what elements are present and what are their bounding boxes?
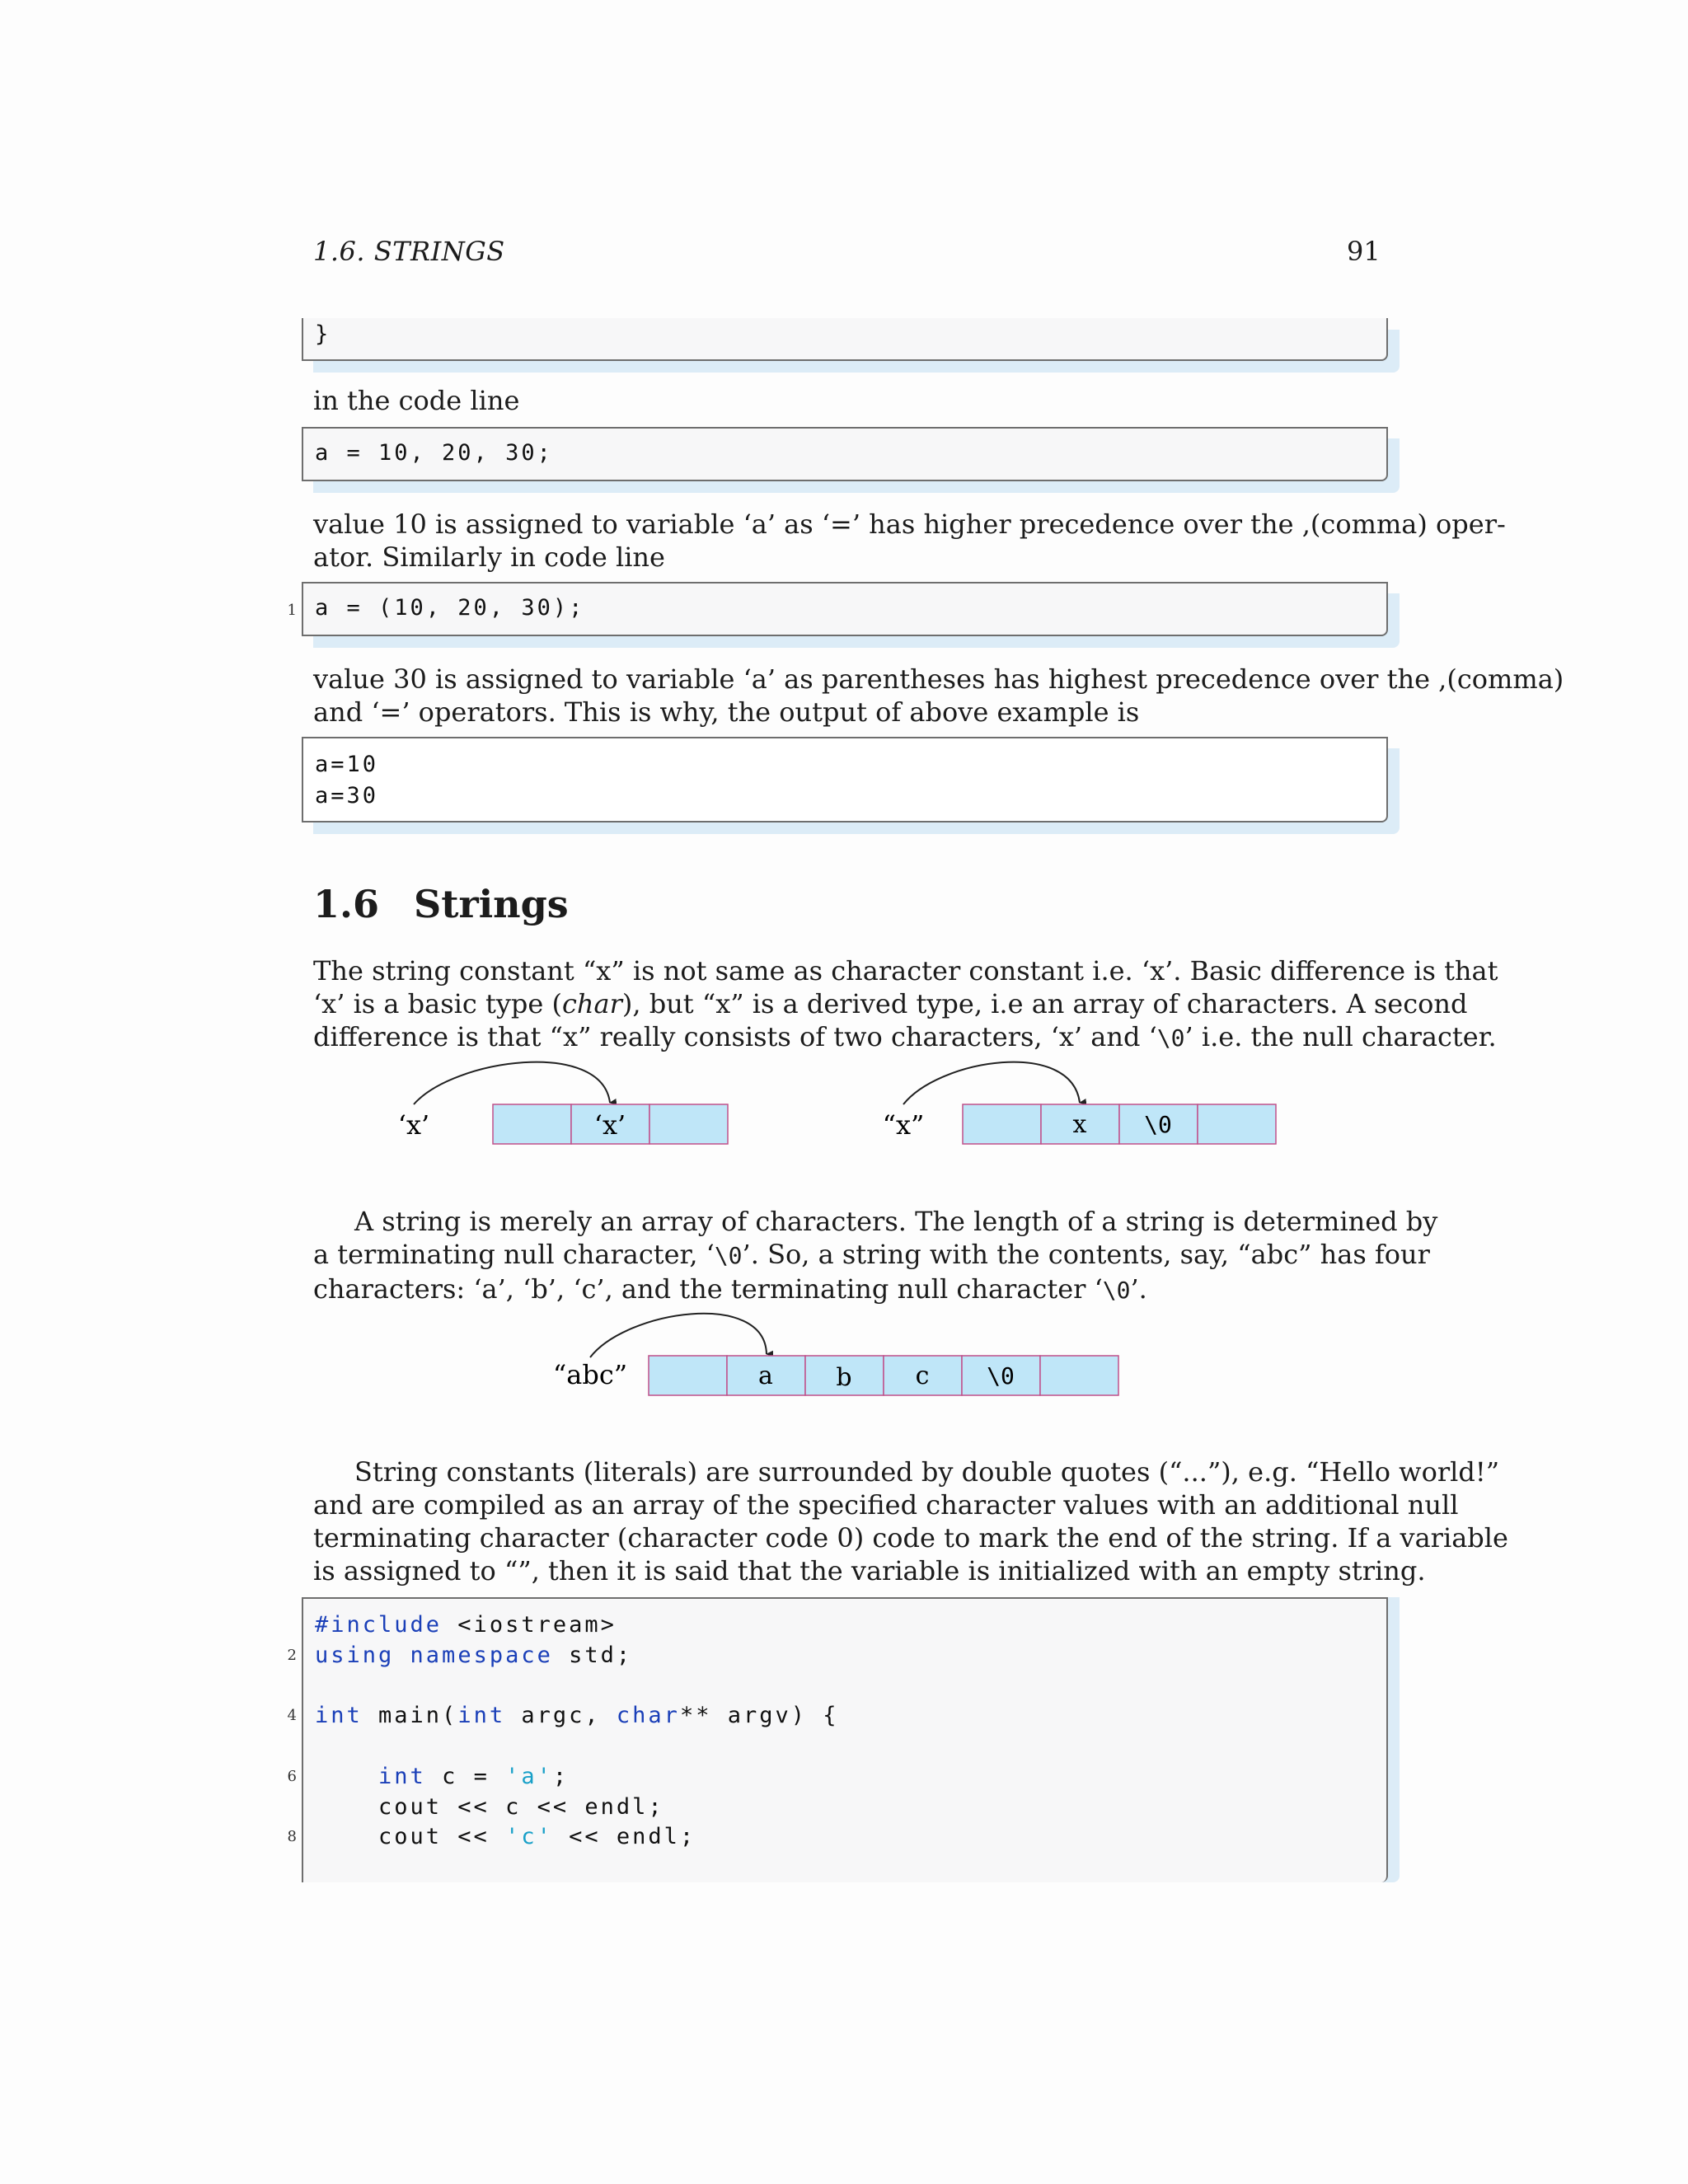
text-line: value 10 is assigned to variable ‘a’ as ‘=’ has higher precedence over the ,(comma) oper- (313, 509, 1506, 540)
keyword: #include (315, 1612, 443, 1638)
code-block-comma-assign (302, 427, 1388, 481)
paragraph-value-10 (313, 508, 1506, 574)
pointer-arrow (903, 1062, 1080, 1104)
output-line: a=30 (315, 783, 379, 808)
null-char-code: \0 (1102, 1277, 1131, 1304)
array-cell (963, 1104, 1041, 1144)
keyword: int (315, 1703, 363, 1728)
line-number: 6 (287, 1768, 297, 1785)
text-line (313, 987, 1468, 1020)
paragraph-value-30 (313, 663, 1564, 729)
text-line: ator. Similarly in code line (313, 541, 665, 573)
char-constant-label: ‘x’ (397, 1109, 430, 1141)
text-line: and ‘=’ operators. This is why, the output of above example is (313, 696, 1140, 728)
text-line: and are compiled as an array of the specified character values with an additional null (313, 1489, 1459, 1521)
abc-array (649, 1356, 1118, 1395)
code-line: a = 10, 20, 30; (315, 440, 553, 466)
null-char-code: \0 (714, 1242, 743, 1269)
keyword: char (616, 1703, 680, 1728)
text-run: ’ i.e. the null character. (1184, 1021, 1497, 1052)
text-line (313, 1238, 1430, 1272)
code-text: << endl; (552, 1824, 696, 1849)
paragraph-in-code-line (313, 384, 1376, 417)
text-run: difference is that “x” really consists of two characters, ‘x’ and ‘ (313, 1021, 1157, 1052)
pointer-arrow (590, 1314, 767, 1357)
code-text (315, 1764, 378, 1789)
text-line: terminating character (character code 0) code to mark the end of the string. If a variable (313, 1522, 1508, 1554)
text-line: value 30 is assigned to variable ‘a’ as parentheses has highest precedence over the ,(comma) (313, 663, 1564, 695)
paragraph-string-constant (313, 954, 1498, 1055)
code-text: argc, (505, 1703, 617, 1728)
text-run: ’. (1130, 1273, 1147, 1305)
code-text: main( (362, 1703, 458, 1728)
text-line: in the code line (313, 385, 520, 416)
line-number: 2 (287, 1647, 297, 1664)
char-array (493, 1104, 728, 1144)
text-line: A string is merely an array of characters. The length of a string is determined by (354, 1206, 1438, 1237)
string-constant-label: “x” (882, 1109, 925, 1141)
cell-text: c (915, 1361, 930, 1390)
char-vs-string-diagram (363, 1055, 1319, 1162)
cell-text: a (758, 1361, 773, 1390)
text-line: is assigned to “”, then it is said that the variable is initialized with an empty string. (313, 1555, 1426, 1586)
emphasis-char: char (561, 988, 622, 1019)
cell-text: \0 (1144, 1111, 1172, 1138)
line-number: 8 (287, 1828, 297, 1845)
keyword: int (378, 1764, 426, 1789)
code-line (315, 1612, 617, 1638)
text-run: ’. So, a string with the contents, say, “abc” has four (742, 1239, 1430, 1270)
cell-text: \0 (987, 1362, 1015, 1390)
paragraph-string-literals (313, 1455, 1508, 1587)
cell-text: b (836, 1363, 852, 1392)
code-line: a = (10, 20, 30); (315, 595, 585, 621)
code-text: ** argv) { (679, 1703, 839, 1728)
code-block-main (302, 1597, 1388, 1882)
code-block-paren-assign (302, 582, 1388, 636)
pointer-arrow (414, 1062, 610, 1104)
code-block-continuation (302, 318, 1388, 361)
code-line: } (315, 321, 331, 347)
output-line: a=10 (315, 752, 379, 777)
text-run: ), but “x” is a derived type, i.e an array of characters. A second (621, 988, 1468, 1019)
array-cell (493, 1104, 571, 1144)
code-text: <iostream> (442, 1612, 617, 1638)
code-line (315, 1764, 569, 1789)
code-text: std; (552, 1643, 633, 1668)
code-text: cout << (315, 1824, 506, 1849)
paragraph-string-array (313, 1205, 1438, 1307)
text-line (313, 1272, 1376, 1307)
running-header-title: 1.6. STRINGS (313, 236, 505, 267)
code-line (315, 1824, 696, 1849)
code-text: c = (425, 1764, 506, 1789)
code-line (315, 1643, 632, 1668)
code-line: cout << c << endl; (315, 1794, 664, 1820)
code-line (315, 1703, 839, 1728)
cell-text: ‘x’ (593, 1109, 626, 1141)
string-literal: 'a' (505, 1764, 553, 1789)
line-number: 1 (287, 602, 297, 619)
line-number: 4 (287, 1707, 297, 1724)
output-block (302, 737, 1388, 823)
string-literal: 'c' (505, 1824, 553, 1849)
array-cell (1040, 1356, 1118, 1395)
text-line (313, 1020, 1497, 1055)
text-run: ‘x’ is a basic type ( (313, 988, 562, 1019)
string-array (963, 1104, 1276, 1144)
array-cell (649, 1356, 727, 1395)
text-run: a terminating null character, ‘ (313, 1239, 715, 1270)
text-run: characters: ‘a’, ‘b’, ‘c’, and the terminating null character ‘ (313, 1273, 1103, 1305)
text-line: String constants (literals) are surrounded by double quotes (“...”), e.g. “Hello world!” (354, 1456, 1500, 1488)
abc-string-diagram (544, 1306, 1137, 1413)
array-cell (649, 1104, 728, 1144)
array-cell (1198, 1104, 1276, 1144)
keyword: int (457, 1703, 506, 1728)
cell-text: x (1072, 1110, 1087, 1139)
page-number: 91 (1347, 236, 1381, 267)
keyword: namespace (410, 1643, 553, 1668)
null-char-code: \0 (1156, 1024, 1185, 1052)
section-title: Strings (414, 882, 569, 926)
keyword: using (315, 1643, 395, 1668)
text-line: The string constant “x” is not same as character constant i.e. ‘x’. Basic difference is that (313, 955, 1498, 987)
string-literal-label: “abc” (552, 1359, 628, 1390)
code-text (394, 1643, 410, 1668)
code-text: ; (552, 1764, 570, 1789)
section-number: 1.6 (313, 882, 380, 926)
